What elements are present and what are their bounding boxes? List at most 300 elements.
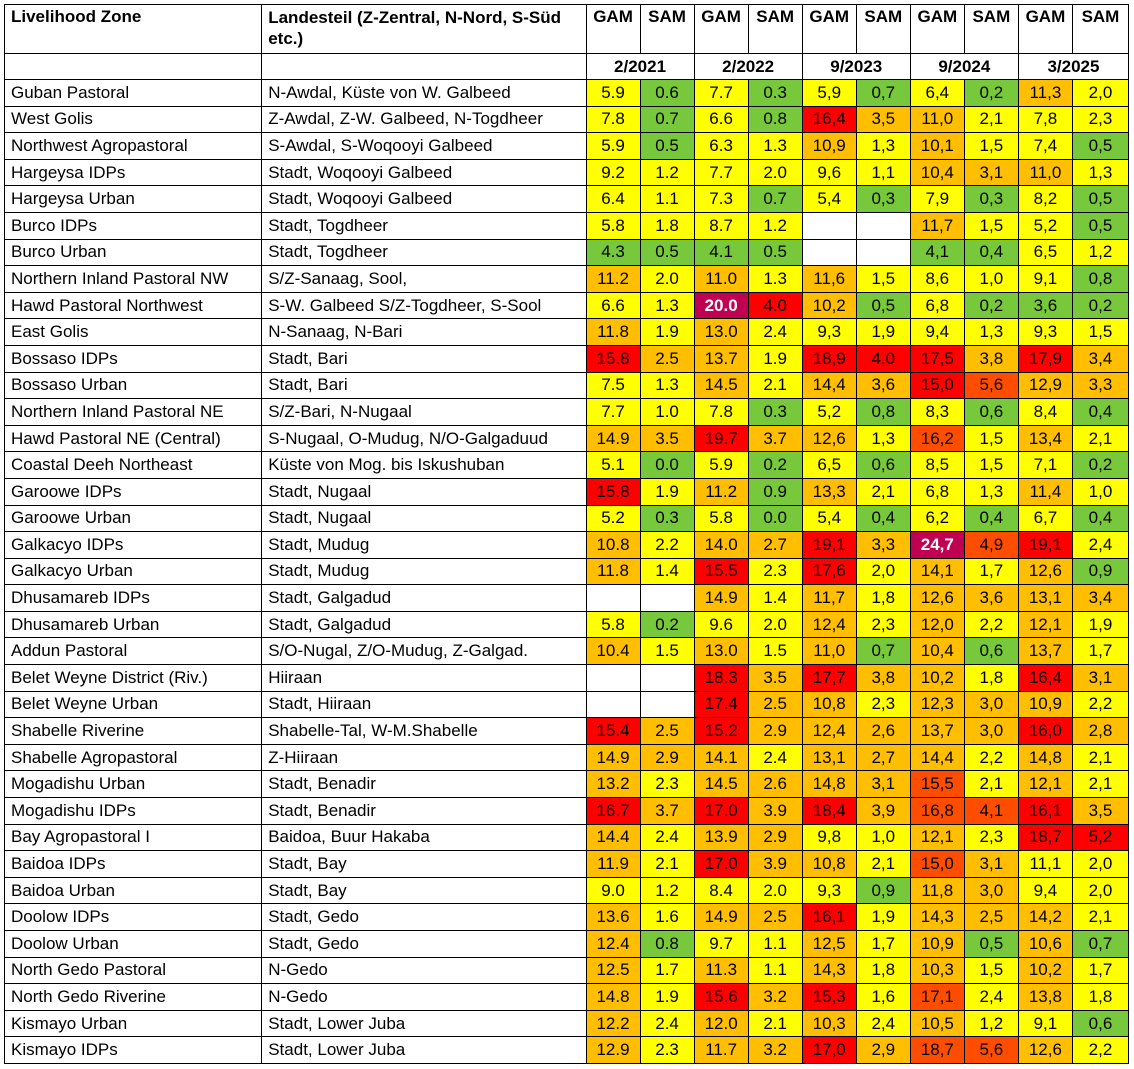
gam-value-cell: 10,5 (910, 1010, 964, 1037)
region-cell: Stadt, Bari (262, 372, 586, 399)
table-row (5, 904, 1129, 931)
sam-value-cell: 0.2 (748, 452, 802, 479)
gam-value-cell: 13.0 (694, 638, 748, 665)
sam-value-cell: 0.5 (640, 239, 694, 266)
gam-value-cell: 13.2 (586, 771, 640, 798)
gam-value-cell: 12,3 (910, 691, 964, 718)
zone-cell: Shabelle Agropastoral (5, 744, 262, 771)
sam-value-cell: 1,8 (856, 585, 910, 612)
gam-value-cell: 7.8 (694, 399, 748, 426)
sam-value-cell: 2,6 (856, 718, 910, 745)
gam-value-cell: 6,7 (1018, 505, 1072, 532)
gam-value-cell: 14.9 (586, 425, 640, 452)
sam-value-cell: 1,5 (964, 452, 1018, 479)
table-row (5, 345, 1129, 372)
region-cell: Stadt, Lower Juba (262, 1010, 586, 1037)
sam-value-cell: 0.5 (748, 239, 802, 266)
sam-value-cell: 3.5 (748, 665, 802, 692)
table-row (5, 611, 1129, 638)
period-header: 2/2022 (694, 54, 802, 80)
gam-value-cell: 12.9 (586, 1037, 640, 1064)
region-cell: Stadt, Togdheer (262, 212, 586, 239)
sam-value-cell: 0,5 (964, 931, 1018, 958)
gam-value-cell: 10,4 (910, 159, 964, 186)
header-row (5, 5, 1129, 54)
header-sam: SAM (1072, 5, 1128, 54)
gam-value-cell: 8,5 (910, 452, 964, 479)
zone-cell: North Gedo Riverine (5, 984, 262, 1011)
gam-value-cell: 9,3 (802, 319, 856, 346)
gam-value-cell: 17,9 (1018, 345, 1072, 372)
gam-value-cell: 9,1 (1018, 1010, 1072, 1037)
sam-value-cell: 3,8 (856, 665, 910, 692)
gam-value-cell: 17,1 (910, 984, 964, 1011)
zone-cell: Dhusamareb Urban (5, 611, 262, 638)
sam-value-cell: 1.2 (640, 877, 694, 904)
gam-value-cell: 9.2 (586, 159, 640, 186)
table-row (5, 957, 1129, 984)
region-cell: N-Awdal, Küste von W. Galbeed (262, 80, 586, 107)
gam-value-cell: 8,2 (1018, 186, 1072, 213)
sam-value-cell: 1,5 (964, 133, 1018, 160)
gam-value-cell: 14.5 (694, 771, 748, 798)
sam-value-cell: 2.3 (748, 558, 802, 585)
sam-value-cell: 3,1 (964, 851, 1018, 878)
gam-value-cell: 9,4 (1018, 877, 1072, 904)
gam-value-cell: 11.2 (694, 478, 748, 505)
sam-value-cell (640, 665, 694, 692)
sam-value-cell: 2,1 (1072, 771, 1128, 798)
sam-value-cell: 1,2 (964, 1010, 1018, 1037)
zone-cell: Baidoa IDPs (5, 851, 262, 878)
zone-cell: Mogadishu Urban (5, 771, 262, 798)
sam-value-cell: 3,0 (964, 877, 1018, 904)
sam-value-cell: 2.5 (748, 904, 802, 931)
header-gam: GAM (802, 5, 856, 54)
sam-value-cell: 0.2 (640, 611, 694, 638)
sam-value-cell: 1,5 (964, 425, 1018, 452)
sam-value-cell: 2.9 (640, 744, 694, 771)
sam-value-cell: 1,6 (856, 984, 910, 1011)
header-gam: GAM (910, 5, 964, 54)
gam-value-cell: 9,8 (802, 824, 856, 851)
sam-value-cell: 1,9 (1072, 611, 1128, 638)
table-row (5, 372, 1129, 399)
gam-value-cell: 11,1 (1018, 851, 1072, 878)
header-sam: SAM (856, 5, 910, 54)
gam-value-cell: 14.4 (586, 824, 640, 851)
table-row (5, 452, 1129, 479)
region-cell: S-Awdal, S-Woqooyi Galbeed (262, 133, 586, 160)
gam-value-cell: 14.0 (694, 532, 748, 559)
gam-value-cell: 16,0 (1018, 718, 1072, 745)
gam-value-cell: 12,1 (1018, 611, 1072, 638)
gam-value-cell: 7,8 (1018, 106, 1072, 133)
gam-value-cell: 5,4 (802, 505, 856, 532)
gam-value-cell: 13,1 (802, 744, 856, 771)
region-cell: Stadt, Hiiraan (262, 691, 586, 718)
gam-value-cell: 11,4 (1018, 478, 1072, 505)
sam-value-cell: 1,7 (1072, 957, 1128, 984)
gam-value-cell: 16.7 (586, 798, 640, 825)
gam-value-cell: 13,4 (1018, 425, 1072, 452)
sam-value-cell: 0,7 (1072, 931, 1128, 958)
gam-value-cell: 18,4 (802, 798, 856, 825)
sam-value-cell: 2,9 (856, 1037, 910, 1064)
sam-value-cell: 1.1 (640, 186, 694, 213)
sam-value-cell: 0.9 (748, 478, 802, 505)
gam-value-cell: 5.9 (694, 452, 748, 479)
table-row (5, 80, 1129, 107)
sam-value-cell: 2.3 (640, 1037, 694, 1064)
sam-value-cell: 3,8 (964, 345, 1018, 372)
sam-value-cell: 1,8 (856, 957, 910, 984)
period-blank-zone (5, 54, 262, 80)
gam-value-cell: 7,4 (1018, 133, 1072, 160)
gam-value-cell: 10,9 (1018, 691, 1072, 718)
gam-value-cell: 8,3 (910, 399, 964, 426)
sam-value-cell: 1.0 (640, 399, 694, 426)
zone-cell: Hargeysa Urban (5, 186, 262, 213)
gam-value-cell: 11,0 (910, 106, 964, 133)
region-cell: S-Nugaal, O-Mudug, N/O-Galgaduud (262, 425, 586, 452)
gam-value-cell: 9.0 (586, 877, 640, 904)
sam-value-cell: 3,1 (1072, 665, 1128, 692)
sam-value-cell: 2.9 (748, 718, 802, 745)
sam-value-cell: 2,2 (1072, 1037, 1128, 1064)
gam-value-cell: 7.8 (586, 106, 640, 133)
sam-value-cell: 2.4 (748, 744, 802, 771)
sam-value-cell: 1,1 (856, 159, 910, 186)
region-cell: Stadt, Galgadud (262, 611, 586, 638)
sam-value-cell: 2,4 (1072, 532, 1128, 559)
sam-value-cell: 1,9 (856, 904, 910, 931)
period-blank-region (262, 54, 586, 80)
sam-value-cell: 2,7 (856, 744, 910, 771)
gam-value-cell: 9,4 (910, 319, 964, 346)
sam-value-cell: 0.0 (640, 452, 694, 479)
table-row (5, 399, 1129, 426)
table-row (5, 266, 1129, 293)
zone-cell: Addun Pastoral (5, 638, 262, 665)
sam-value-cell: 2.0 (640, 266, 694, 293)
gam-value-cell: 10,1 (910, 133, 964, 160)
period-header: 9/2023 (802, 54, 910, 80)
sam-value-cell: 1.9 (748, 345, 802, 372)
zone-cell: Hawd Pastoral Northwest (5, 292, 262, 319)
gam-value-cell: 6.6 (586, 292, 640, 319)
sam-value-cell: 1.3 (748, 266, 802, 293)
gam-value-cell: 14.8 (586, 984, 640, 1011)
sam-value-cell: 3,5 (856, 106, 910, 133)
gam-value-cell: 14,1 (910, 558, 964, 585)
table-row (5, 638, 1129, 665)
zone-cell: Coastal Deeh Northeast (5, 452, 262, 479)
table-row (5, 931, 1129, 958)
zone-cell: Northern Inland Pastoral NW (5, 266, 262, 293)
gam-value-cell: 8,6 (910, 266, 964, 293)
sam-value-cell: 2,1 (1072, 744, 1128, 771)
sam-value-cell: 4,1 (964, 798, 1018, 825)
sam-value-cell: 3,6 (856, 372, 910, 399)
gam-value-cell: 13.0 (694, 319, 748, 346)
region-cell: Stadt, Mudug (262, 558, 586, 585)
sam-value-cell: 1.9 (640, 984, 694, 1011)
gam-value-cell: 4,1 (910, 239, 964, 266)
gam-value-cell: 8.4 (694, 877, 748, 904)
gam-value-cell: 5.1 (586, 452, 640, 479)
gam-value-cell: 12.2 (586, 1010, 640, 1037)
sam-value-cell: 0.7 (640, 106, 694, 133)
table-body (5, 80, 1129, 1064)
sam-value-cell: 0,9 (1072, 558, 1128, 585)
zone-cell: Hargeysa IDPs (5, 159, 262, 186)
table-row (5, 505, 1129, 532)
sam-value-cell: 1.3 (640, 292, 694, 319)
sam-value-cell: 2,8 (1072, 718, 1128, 745)
gam-value-cell: 14,4 (910, 744, 964, 771)
gam-value-cell: 19.7 (694, 425, 748, 452)
zone-cell: North Gedo Pastoral (5, 957, 262, 984)
sam-value-cell: 0.6 (640, 80, 694, 107)
table-row (5, 691, 1129, 718)
gam-value-cell: 17,5 (910, 345, 964, 372)
sam-value-cell: 2.3 (640, 771, 694, 798)
sam-value-cell: 0,4 (856, 505, 910, 532)
gam-value-cell: 7,1 (1018, 452, 1072, 479)
gam-value-cell: 6,4 (910, 80, 964, 107)
sam-value-cell: 0,3 (856, 186, 910, 213)
region-cell: Stadt, Benadir (262, 798, 586, 825)
sam-value-cell (640, 691, 694, 718)
gam-value-cell: 24,7 (910, 532, 964, 559)
gam-value-cell: 18,7 (910, 1037, 964, 1064)
sam-value-cell: 1,5 (856, 266, 910, 293)
sam-value-cell: 2.5 (640, 345, 694, 372)
sam-value-cell: 1,3 (1072, 159, 1128, 186)
gam-value-cell: 10,2 (910, 665, 964, 692)
sam-value-cell: 1.2 (640, 159, 694, 186)
gam-value-cell: 16,2 (910, 425, 964, 452)
gam-value-cell: 11,3 (1018, 80, 1072, 107)
sam-value-cell: 1,0 (856, 824, 910, 851)
region-cell: Stadt, Nugaal (262, 478, 586, 505)
gam-value-cell: 12,5 (802, 931, 856, 958)
sam-value-cell: 2.5 (640, 718, 694, 745)
gam-value-cell: 5,2 (802, 399, 856, 426)
sam-value-cell: 1.6 (640, 904, 694, 931)
sam-value-cell: 1,8 (1072, 984, 1128, 1011)
region-cell: Z-Hiiraan (262, 744, 586, 771)
gam-value-cell: 13.6 (586, 904, 640, 931)
sam-value-cell: 0.0 (748, 505, 802, 532)
region-cell: Stadt, Woqooyi Galbeed (262, 186, 586, 213)
gam-value-cell: 9.6 (694, 611, 748, 638)
gam-value-cell: 13,3 (802, 478, 856, 505)
gam-value-cell: 5,4 (802, 186, 856, 213)
sam-value-cell: 3,5 (1072, 798, 1128, 825)
sam-value-cell: 3.9 (748, 798, 802, 825)
zone-cell: West Golis (5, 106, 262, 133)
table-row (5, 159, 1129, 186)
gam-value-cell: 6,2 (910, 505, 964, 532)
sam-value-cell: 5,6 (964, 372, 1018, 399)
gam-value-cell: 14,3 (802, 957, 856, 984)
period-row (5, 54, 1129, 80)
gam-value-cell: 10,4 (910, 638, 964, 665)
gam-value-cell: 19,1 (1018, 532, 1072, 559)
gam-value-cell: 11,6 (802, 266, 856, 293)
sam-value-cell: 2.1 (748, 372, 802, 399)
gam-value-cell (586, 691, 640, 718)
gam-value-cell: 6,5 (802, 452, 856, 479)
sam-value-cell: 0.3 (640, 505, 694, 532)
gam-value-cell: 7.5 (586, 372, 640, 399)
table-row (5, 478, 1129, 505)
sam-value-cell: 2,2 (1072, 691, 1128, 718)
region-cell: S/Z-Bari, N-Nugaal (262, 399, 586, 426)
zone-cell: Kismayo IDPs (5, 1037, 262, 1064)
gam-value-cell: 11,0 (802, 638, 856, 665)
gam-value-cell: 13,1 (1018, 585, 1072, 612)
gam-value-cell: 7.3 (694, 186, 748, 213)
gam-value-cell: 12,1 (910, 824, 964, 851)
gam-value-cell (586, 665, 640, 692)
sam-value-cell: 1,0 (964, 266, 1018, 293)
sam-value-cell: 0,4 (1072, 399, 1128, 426)
sam-value-cell: 0,8 (1072, 266, 1128, 293)
table-row (5, 771, 1129, 798)
sam-value-cell: 0.3 (748, 399, 802, 426)
sam-value-cell: 2.1 (748, 1010, 802, 1037)
region-cell: Stadt, Nugaal (262, 505, 586, 532)
gam-value-cell: 15.8 (586, 345, 640, 372)
sam-value-cell: 2,3 (1072, 106, 1128, 133)
sam-value-cell: 2,1 (1072, 904, 1128, 931)
gam-value-cell: 15,5 (910, 771, 964, 798)
sam-value-cell: 1,3 (964, 319, 1018, 346)
gam-value-cell: 6,8 (910, 292, 964, 319)
table-row (5, 133, 1129, 160)
sam-value-cell: 0,5 (1072, 133, 1128, 160)
sam-value-cell: 1.1 (748, 931, 802, 958)
gam-value-cell: 16,1 (802, 904, 856, 931)
gam-value-cell: 17,7 (802, 665, 856, 692)
sam-value-cell: 1,7 (856, 931, 910, 958)
gam-value-cell: 14.9 (694, 904, 748, 931)
sam-value-cell: 2,3 (856, 611, 910, 638)
region-cell: Shabelle-Tal, W-M.Shabelle (262, 718, 586, 745)
gam-value-cell: 11,7 (910, 212, 964, 239)
gam-value-cell: 16,4 (1018, 665, 1072, 692)
table-row (5, 239, 1129, 266)
gam-value-cell: 4.1 (694, 239, 748, 266)
gam-value-cell: 10.4 (586, 638, 640, 665)
table-row (5, 106, 1129, 133)
sam-value-cell: 0,2 (1072, 452, 1128, 479)
gam-value-cell: 12,4 (802, 611, 856, 638)
sam-value-cell: 1,5 (1072, 319, 1128, 346)
sam-value-cell (856, 239, 910, 266)
zone-cell: Guban Pastoral (5, 80, 262, 107)
table-row (5, 984, 1129, 1011)
sam-value-cell: 1,7 (964, 558, 1018, 585)
zone-cell: Belet Weyne Urban (5, 691, 262, 718)
gam-value-cell: 5,9 (802, 80, 856, 107)
gam-value-cell: 15.6 (694, 984, 748, 1011)
sam-value-cell: 2,4 (856, 1010, 910, 1037)
sam-value-cell: 2.1 (640, 851, 694, 878)
zone-cell: Galkacyo Urban (5, 558, 262, 585)
gam-value-cell: 11,8 (910, 877, 964, 904)
gam-value-cell: 14,8 (1018, 744, 1072, 771)
sam-value-cell: 2,1 (856, 478, 910, 505)
sam-value-cell: 1.3 (640, 372, 694, 399)
sam-value-cell: 5,2 (1072, 824, 1128, 851)
gam-value-cell: 14.9 (586, 744, 640, 771)
gam-value-cell: 11.0 (694, 266, 748, 293)
table-row (5, 851, 1129, 878)
sam-value-cell: 3.2 (748, 1037, 802, 1064)
gam-value-cell: 6.4 (586, 186, 640, 213)
sam-value-cell: 2,1 (856, 851, 910, 878)
zone-cell: Bossaso Urban (5, 372, 262, 399)
sam-value-cell: 3.7 (748, 425, 802, 452)
gam-value-cell: 15.2 (694, 718, 748, 745)
gam-value-cell: 12.5 (586, 957, 640, 984)
sam-value-cell: 3,6 (964, 585, 1018, 612)
gam-value-cell: 13,7 (910, 718, 964, 745)
sam-value-cell: 1,0 (1072, 478, 1128, 505)
sam-value-cell: 1,2 (1072, 239, 1128, 266)
sam-value-cell: 1.1 (748, 957, 802, 984)
period-header: 2/2021 (586, 54, 694, 80)
region-cell: Baidoa, Buur Hakaba (262, 824, 586, 851)
gam-value-cell: 10.8 (586, 532, 640, 559)
gam-value-cell: 16,8 (910, 798, 964, 825)
table-row (5, 292, 1129, 319)
region-cell: Stadt, Bari (262, 345, 586, 372)
gam-value-cell: 10,6 (1018, 931, 1072, 958)
sam-value-cell: 3,1 (856, 771, 910, 798)
sam-value-cell: 2.0 (748, 159, 802, 186)
sam-value-cell: 2,0 (1072, 877, 1128, 904)
gam-value-cell: 10,8 (802, 851, 856, 878)
sam-value-cell: 2,0 (1072, 80, 1128, 107)
region-cell: S/O-Nugal, Z/O-Mudug, Z-Galgad. (262, 638, 586, 665)
table-row (5, 1010, 1129, 1037)
gam-value-cell: 18,9 (802, 345, 856, 372)
table-row (5, 665, 1129, 692)
sam-value-cell: 2.9 (748, 824, 802, 851)
header-gam: GAM (694, 5, 748, 54)
gam-value-cell: 7.7 (694, 80, 748, 107)
sam-value-cell: 1,3 (856, 425, 910, 452)
gam-value-cell: 11.7 (694, 1037, 748, 1064)
sam-value-cell: 3,3 (1072, 372, 1128, 399)
gam-value-cell (802, 239, 856, 266)
table-row (5, 744, 1129, 771)
gam-value-cell: 11.2 (586, 266, 640, 293)
gam-value-cell: 17.4 (694, 691, 748, 718)
gam-value-cell: 15,3 (802, 984, 856, 1011)
region-cell: S/Z-Sanaag, Sool, (262, 266, 586, 293)
gam-value-cell: 11.8 (586, 319, 640, 346)
gam-value-cell: 11.9 (586, 851, 640, 878)
zone-cell: Shabelle Riverine (5, 718, 262, 745)
zone-cell: Baidoa Urban (5, 877, 262, 904)
gam-value-cell: 5.8 (694, 505, 748, 532)
